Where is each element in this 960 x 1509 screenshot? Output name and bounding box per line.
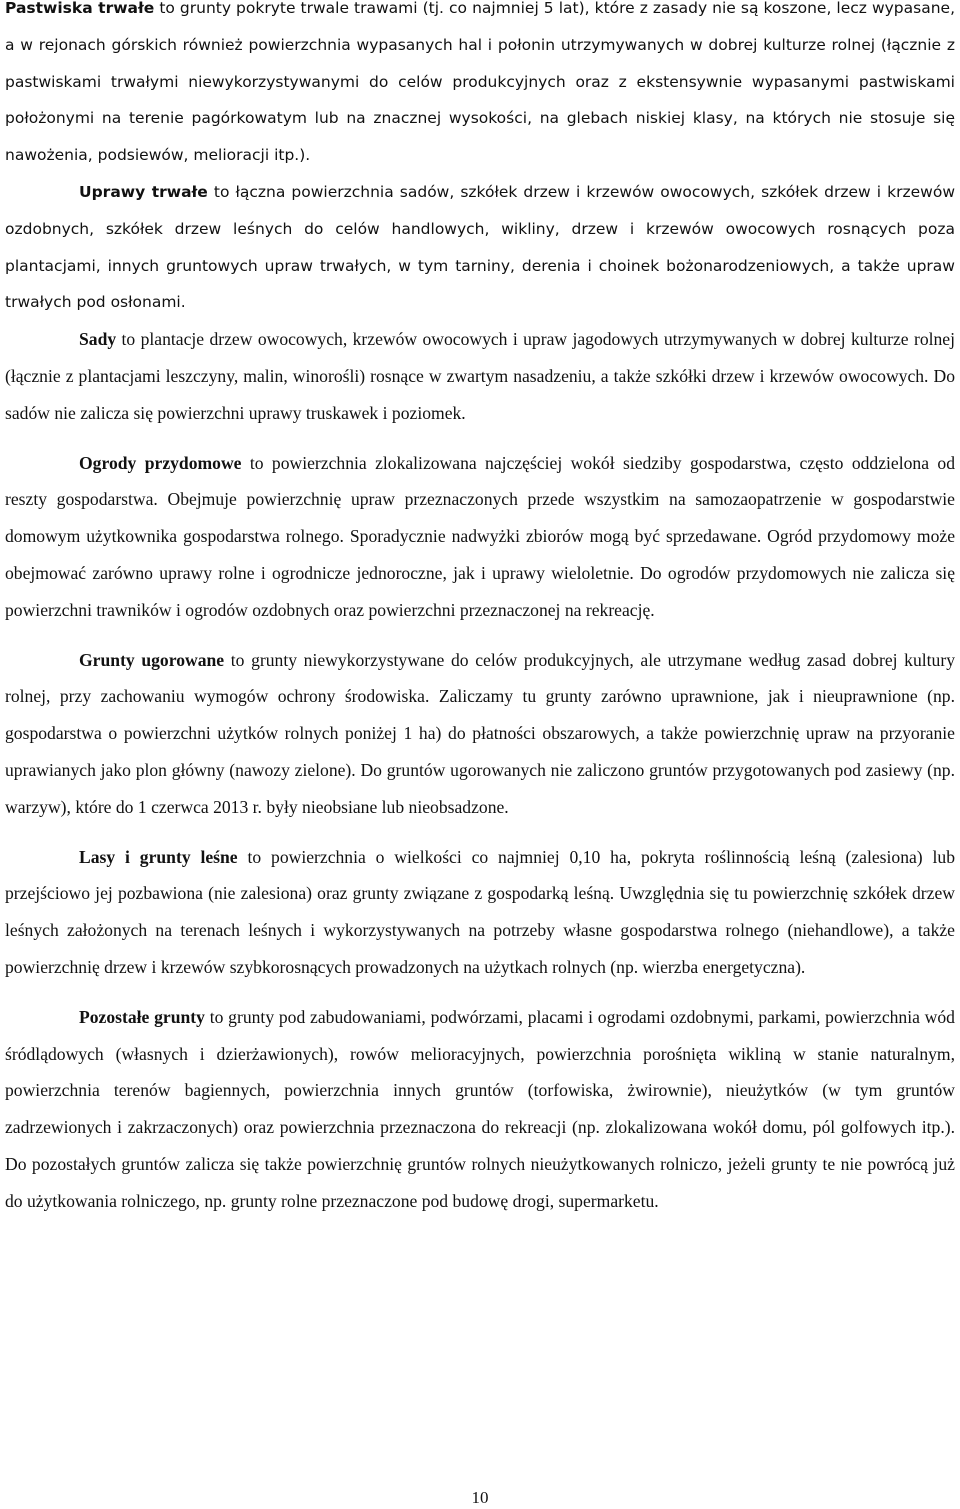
- definition-ogrody-przydomowe: to powierzchnia zlokalizowana najczęściej wokół siedziby gospodarstwa, często oddzielona od reszty gospodarstwa. Obejmuje powierzchnię upraw przeznaczonych przede wszystkim na samozaopatrzenie w gospodarstwie domowym użytkownika gospodarstwa rolnego. Sporadycznie nadwyżki zbiorów mogą być sprzedawane. Ogród przydomowy może obejmować zarówno uprawy rolne i ogrodnicze jednoroczne, jak i uprawy wieloletnie. Do ogrodów przydomowych nie zalicza się powierzchni trawników i ogrodów ozdobnych oraz powierzchni przeznaczonej na rekreację.: [5, 452, 955, 620]
- definition-pastwiska-trwale: to grunty pokryte trwale trawami (tj. co najmniej 5 lat), które z zasady nie są koszone, lecz wypasane, a w rejonach górskich również powierzchnia wypasanych hal i połonin utrzymywanych w dobrej kulturze rolnej (łącznie z pastwiskami trwałymi niewykorzystywanymi do celów produkcyjnych oraz z ekstensywnie wypasanymi pastwiskami położonymi na terenie pagórkowatym lub na znacznej wysokości, na glebach niskiej klasy, na których nie stosuje się nawożenia, podsiewów, melioracji itp.).: [5, 0, 955, 165]
- paragraph-grunty-ugorowane: [5, 642, 955, 826]
- definition-uprawy-trwale: to łączna powierzchnia sadów, szkółek drzew i krzewów owocowych, szkółek drzew i krzewów ozdobnych, szkółek drzew leśnych do celów handlowych, wikliny, drzew i krzewów owocowych rosnących poza plantacjami, innych gruntowych upraw trwałych, w tym tarniny, derenia i choinek bożonarodzeniowych, a także upraw trwałych pod osłonami.: [5, 182, 955, 312]
- document-page: [5, 0, 955, 1220]
- paragraph-uprawy-trwale: [5, 174, 955, 321]
- definition-sady: to plantacje drzew owocowych, krzewów owocowych i upraw jagodowych utrzymywanych w dobrej kulturze rolnej (łącznie z plantacjami leszczyny, malin, winorośli) rosnące w zwartym nasadzeniu, a także szkółki drzew i krzewów owocowych. Do sadów nie zalicza się powierzchni uprawy truskawek i poziomek.: [5, 329, 955, 423]
- paragraph-pastwiska-trwale: [5, 0, 955, 174]
- paragraph-ogrody-przydomowe: [5, 445, 955, 629]
- term-pastwiska-trwale: Pastwiska trwałe: [5, 0, 155, 17]
- term-pozostale-grunty: Pozostałe grunty: [79, 1006, 205, 1027]
- paragraph-sady: [5, 321, 955, 431]
- definition-grunty-ugorowane: to grunty niewykorzystywane do celów produkcyjnych, ale utrzymane według zasad dobrej kultury rolnej, przy zachowaniu wymogów ochrony środowiska. Zaliczamy tu grunty zarówno uprawnione, jak i nieuprawnione (np. gospodarstwa o powierzchni użytków rolnych poniżej 1 ha) do płatności obszarowych, a także powierzchnię upraw na przyoranie uprawianych jako plon główny (nawozy zielone). Do gruntów ugorowanych nie zaliczono gruntów przygotowanych pod zasiewy (np. warzyw), które do 1 czerwca 2013 r. były nieobsiane lub nieobsadzone.: [5, 649, 955, 817]
- term-uprawy-trwale: Uprawy trwałe: [79, 182, 208, 201]
- paragraph-lasy-i-grunty-lesne: [5, 839, 955, 986]
- page-number: 10: [471, 1488, 489, 1507]
- term-ogrody-przydomowe: Ogrody przydomowe: [79, 452, 242, 473]
- term-grunty-ugorowane: Grunty ugorowane: [79, 649, 225, 670]
- term-lasy-i-grunty-lesne: Lasy i grunty leśne: [79, 846, 238, 867]
- definition-pozostale-grunty: to grunty pod zabudowaniami, podwórzami, placami i ogrodami ozdobnymi, parkami, powierzchnia wód śródlądowych (własnych i dzierżawionych), rowów melioracyjnych, powierzchnia porośnięta wikliną w stanie naturalnym, powierzchnia terenów bagiennych, powierzchnia innych gruntów (torfowiska, żwirownie), nieużytków (w tym gruntów zadrzewionych i zakrzaczonych) oraz powierzchnia przeznaczona do rekreacji (np. zlokalizowana wokół domu, pól golfowych itp.). Do pozostałych gruntów zalicza się także powierzchnię gruntów rolnych nieużytkowanych rolniczo, jeżeli grunty te nie powrócą już do użytkowania rolniczego, np. grunty rolne przeznaczone pod budowę drogi, supermarketu.: [5, 1006, 955, 1211]
- definition-lasy-i-grunty-lesne: to powierzchnia o wielkości co najmniej 0,10 ha, pokryta roślinnością leśną (zalesiona) lub przejściowo jej pozbawiona (nie zalesiona) oraz grunty związane z gospodarką leśną. Uwzględnia się tu powierzchnię szkółek drzew leśnych założonych na terenach leśnych i wykorzystywanych na potrzeby własne gospodarstwa rolnego (niehandlowe), a także powierzchnię drzew i krzewów szybkorosnących prowadzonych na użytkach rolnych (np. wierzba energetyczna).: [5, 846, 955, 977]
- term-sady: Sady: [79, 329, 117, 350]
- paragraph-pozostale-grunty: [5, 999, 955, 1220]
